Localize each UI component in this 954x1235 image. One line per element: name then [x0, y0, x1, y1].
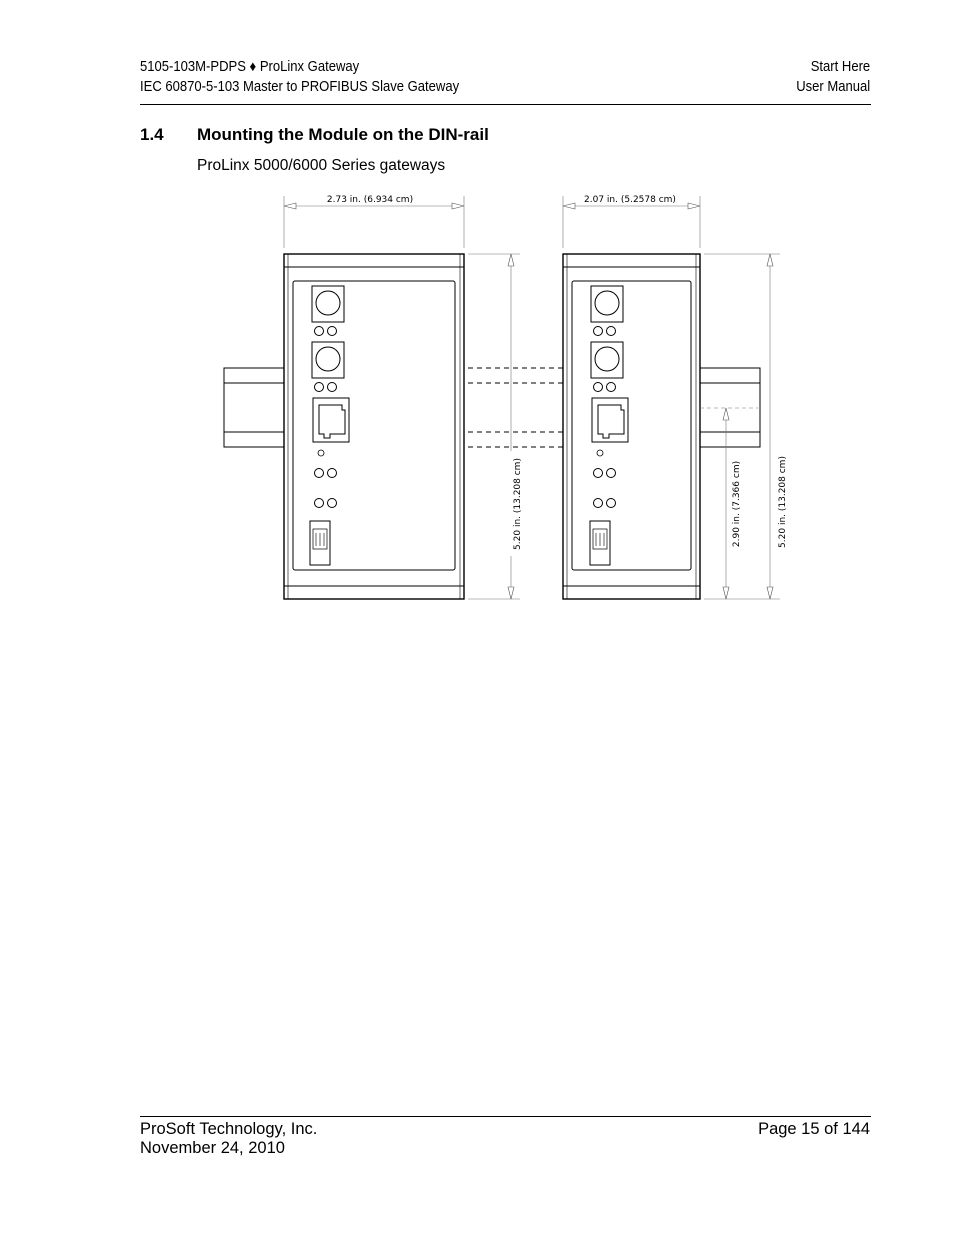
header-doc-type: User Manual: [796, 79, 870, 95]
right-height-label: 5.20 in. (13.208 cm): [778, 456, 788, 548]
right-rail-label: 2.90 in. (7.366 cm): [732, 460, 742, 548]
header-product-desc: IEC 60870-5-103 Master to PROFIBUS Slave Gateway: [140, 79, 460, 95]
left-module: [284, 254, 464, 599]
footer-date: November 24, 2010: [140, 1139, 285, 1157]
right-width-label: 2.07 in. (5.2578 cm): [584, 195, 676, 205]
section-heading: [140, 125, 489, 145]
section-subtitle: ProLinx 5000/6000 Series gateways: [197, 157, 446, 174]
left-din-rail: [224, 368, 284, 447]
din-rail-figure: [218, 186, 788, 611]
header-left: [140, 57, 459, 97]
header-product-line: 5105-103M-PDPS ♦ ProLinx Gateway: [140, 59, 360, 75]
left-height-label: 5.20 in. (13.208 cm): [513, 458, 523, 550]
header-right: [796, 57, 870, 97]
right-width-dimension: [563, 192, 700, 248]
rail-projection-lines: [468, 368, 563, 447]
left-width-dimension: [284, 192, 464, 248]
left-height-dimension: [468, 254, 523, 599]
right-module: [563, 254, 700, 599]
din-rail-diagram: [218, 186, 788, 606]
header-rule: [140, 104, 871, 105]
footer-left: [140, 1120, 317, 1158]
right-din-rail: [700, 368, 760, 447]
header-chapter: Start Here: [810, 59, 870, 75]
footer-company: ProSoft Technology, Inc.: [140, 1120, 318, 1138]
section-title: Mounting the Module on the DIN-rail: [197, 125, 489, 144]
left-width-label: 2.73 in. (6.934 cm): [326, 195, 414, 205]
section-number: 1.4: [140, 125, 164, 144]
footer-page-number: Page 15 of 144: [758, 1120, 870, 1138]
footer-rule: [140, 1116, 871, 1117]
